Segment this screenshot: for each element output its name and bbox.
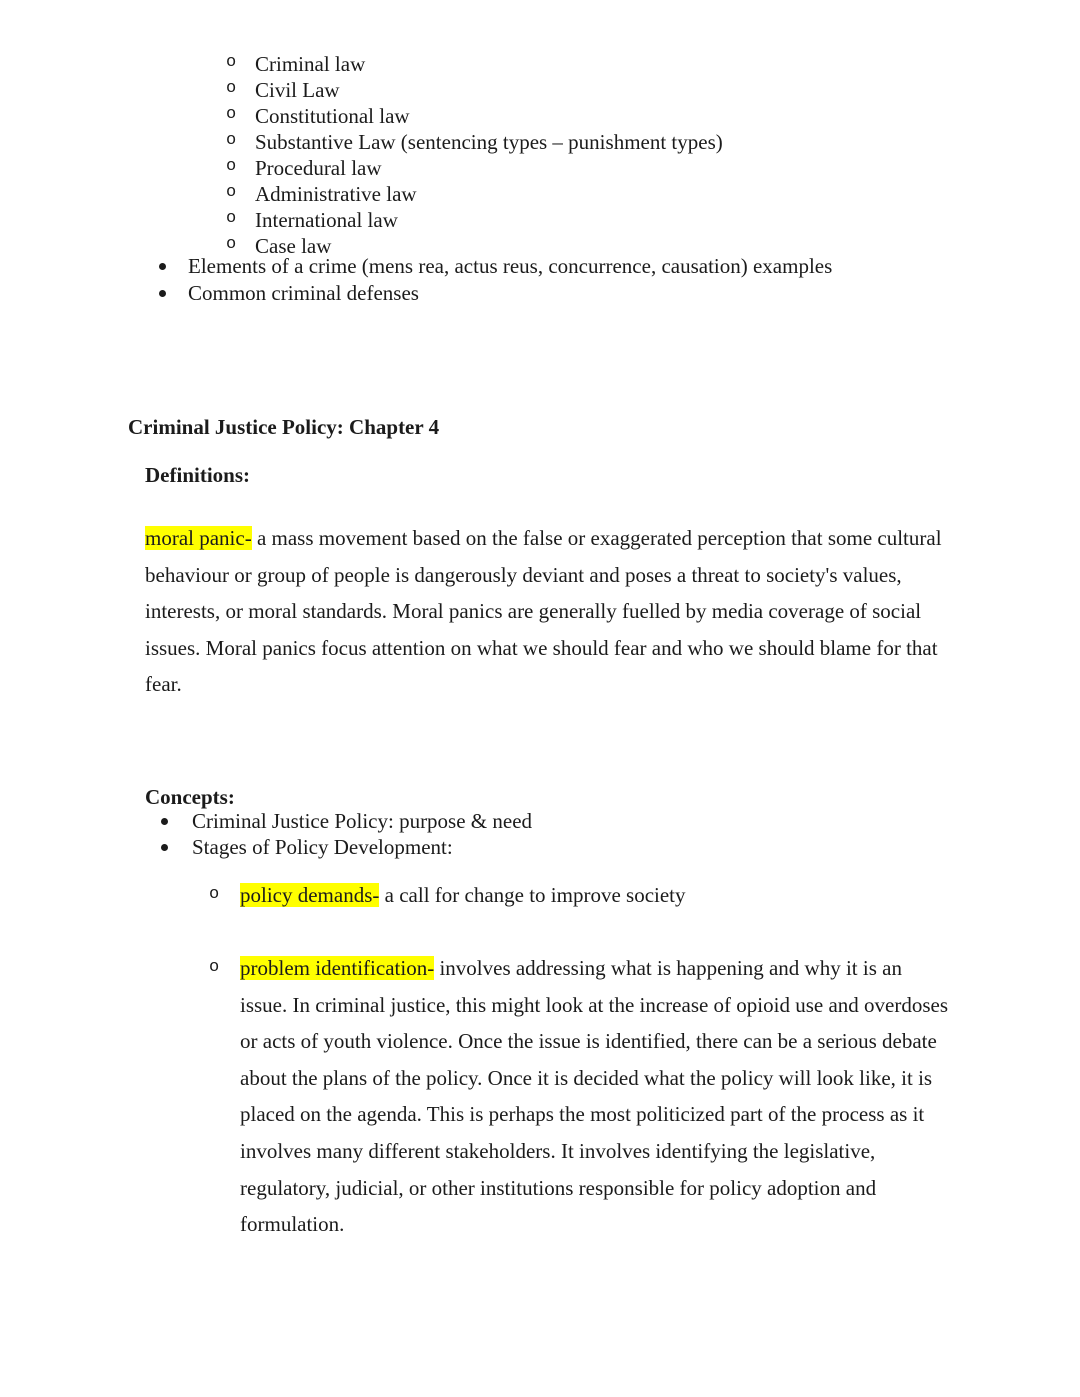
- list-item-text: Administrative law: [255, 182, 417, 206]
- disc-bullet-icon: [161, 844, 168, 851]
- chapter-title: Criminal Justice Policy: Chapter 4: [128, 415, 440, 439]
- list-item-text: Elements of a crime (mens rea, actus reus, concurrence, causation) examples: [188, 254, 833, 278]
- stage-paragraph: [208, 950, 950, 1243]
- list-item-text: Case law: [255, 234, 332, 258]
- list-item: [225, 51, 723, 77]
- list-item-text: Common criminal defenses: [188, 280, 419, 305]
- list-item: [225, 77, 723, 103]
- highlighted-term: policy demands-: [240, 883, 380, 907]
- highlighted-term: moral panic-: [145, 526, 252, 550]
- circle-bullet-icon: o: [226, 235, 237, 254]
- stage-policy-demands: [208, 877, 968, 914]
- list-item: [225, 129, 723, 155]
- stage-text: involves addressing what is happening and why it is an issue. In criminal justice, this might look at the increase of opioid use and overdoses or acts of youth violence. Once the issue is identified, there can be a serious debate about the plans of the policy. Once it is decided what the policy will look like, it is placed on the agenda. This is perhaps the most politicized part of the process as it involves many different stakeholders. It involves identifying the legislative, regulatory, judicial, or other institutions responsible for policy adoption and formulation.: [240, 956, 949, 1237]
- disc-bullet-icon: [159, 290, 166, 297]
- definitions-heading: Definitions:: [145, 463, 250, 487]
- stage-text: a call for change to improve society: [379, 883, 686, 907]
- circle-bullet-icon: o: [226, 157, 237, 176]
- concepts-list: [160, 809, 532, 860]
- definition-paragraph: [145, 520, 953, 703]
- circle-bullet-icon: o: [226, 105, 237, 124]
- list-item: [160, 835, 532, 861]
- list-item-text: Constitutional law: [255, 104, 410, 128]
- list-item: [225, 103, 723, 129]
- outline-main-list: [158, 253, 832, 306]
- disc-bullet-icon: [161, 818, 168, 825]
- definition-text: a mass movement based on the false or exaggerated perception that some cultural behaviour or group of people is dangerously deviant and poses a threat to society's values, interests, or moral standards. Moral panics are generally fuelled by media coverage of social issues. Moral panics focus attention on what we should fear and who we should blame for that fear.: [145, 526, 942, 697]
- circle-bullet-icon: o: [226, 53, 237, 72]
- circle-bullet-icon: o: [209, 958, 220, 977]
- list-item-text: International law: [255, 208, 398, 232]
- circle-bullet-icon: o: [226, 209, 237, 228]
- stage-problem-identification: [208, 950, 950, 1243]
- circle-bullet-icon: o: [209, 885, 220, 904]
- circle-bullet-icon: o: [226, 79, 237, 98]
- list-item: [158, 280, 832, 307]
- list-item-text: Criminal law: [255, 52, 366, 76]
- circle-bullet-icon: o: [226, 183, 237, 202]
- circle-bullet-icon: o: [226, 131, 237, 150]
- stage-paragraph: [208, 877, 968, 914]
- list-item-text: Stages of Policy Development:: [192, 834, 453, 859]
- list-item: [225, 181, 723, 207]
- list-item-text: Procedural law: [255, 156, 382, 180]
- list-item: [225, 207, 723, 233]
- disc-bullet-icon: [159, 263, 166, 270]
- list-item: [158, 253, 832, 280]
- list-item-text: Substantive Law (sentencing types – punishment types): [255, 130, 723, 154]
- list-item: [225, 155, 723, 181]
- list-item: [160, 809, 532, 835]
- law-types-list: [225, 51, 723, 259]
- concepts-heading: Concepts:: [145, 785, 235, 809]
- list-item-text: Civil Law: [255, 78, 340, 102]
- list-item-text: Criminal Justice Policy: purpose & need: [192, 809, 533, 833]
- highlighted-term: problem identification-: [240, 956, 435, 980]
